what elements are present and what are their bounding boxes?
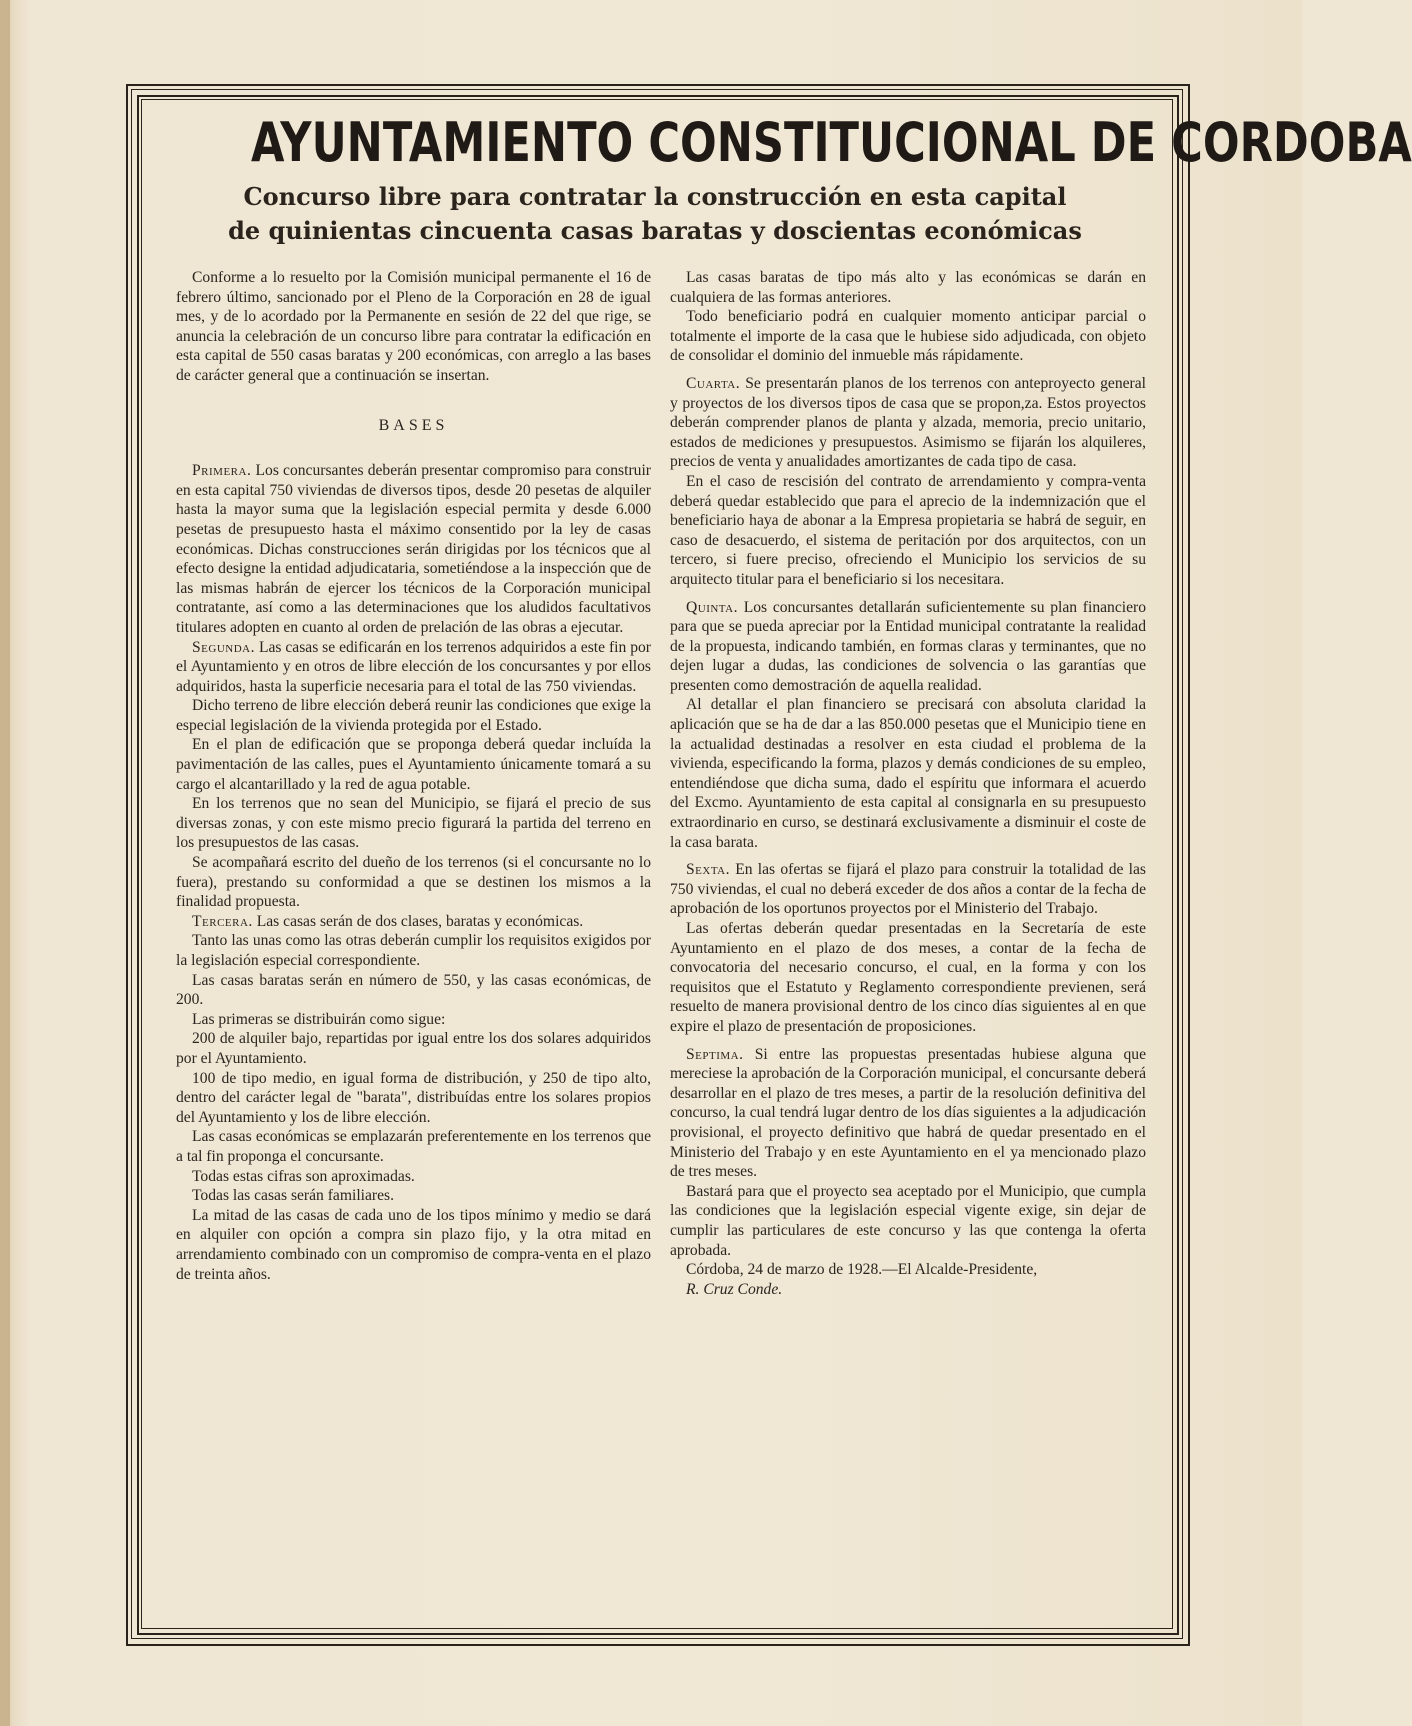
intro-paragraph: Conforme a lo resuelto por la Comisión municipal permanente el 16 de febrero último, sancionado por el Pleno de la Corporación en 28 de igual mes, y de lo acordado por la Permanente en sesión de 22 del que rige, se anuncia la celebración de un concurso libre para contratar la edificación en esta capital de 550 casas baratas y 200 económicas, con arreglo a las bases de carácter general que a continuación se insertan. [176, 269, 651, 384]
paragraph: 200 de alquiler bajo, repartidas por igual entre los dos solares adquiridos por el Ayuntamiento. [176, 1030, 651, 1067]
paragraph: Las casas baratas serán en número de 550, y las casas económicas, de 200. [176, 971, 651, 1009]
paragraph: En el plan de edificación que se proponga deberá quedar incluída la pavimentación de las calles, pues el Ayuntamiento únicamente tomará a su cargo el alcantarillado y la red de agua potable. [176, 736, 651, 793]
spacer [670, 590, 1146, 598]
base-label: Primera. [192, 462, 252, 480]
base-tercera [176, 912, 651, 932]
signature: R. Cruz Conde. [686, 1280, 783, 1298]
base-label: Septima. [686, 1045, 744, 1063]
paragraph: Dicho terreno de libre elección deberá reunir las condiciones que exige la especial legislación de la vivienda protegida por el Estado. [176, 697, 651, 734]
base-text: Los concursantes detallarán suficientemente su plan financiero para que se pueda apreciar por la Entidad municipal contratante la realidad de la propuesta, indicando también, en formas claras y terminantes, que no dejen lugar a dudas, las condiciones de solvencia o las garantías que presenten como demostración de aquella realidad. [670, 598, 1147, 694]
base-quinta [670, 598, 1146, 696]
base-text: Si entre las propuestas presentadas hubiese alguna que mereciese la aprobación de la Corporación municipal, el concursante deberá desarrollar en el plazo de tres meses, a partir de la resolución definitiva del concurso, la cual tendrá lugar dentro de los días siguientes a la adjudicación provisional, el proyecto definitivo que habrá de quedar presentado en el Ministerio del Trabajo y en este Ayuntamiento en el ya mencionado plazo de tres meses. [670, 1045, 1146, 1181]
base-text: Los concursantes deberán presentar compromiso para construir en esta capital 750 viviendas de diversos tipos, desde 20 pesetas de alquiler hasta la mayor suma que la legislación especial permita y desde 6.000 pesetas de presupuesto hasta el máximo consentido por la ley de casas económicas. Dichas construcciones serán dirigidas por los técnicos que al efecto designe la entidad adjudicataria, sometiéndose a la inspección que de las mismas habrán de ejercer los técnicos de la Corporación municipal contratante, así como a las determinaciones que los aludidos facultativos titulares adopten en cuanto al orden de prelación de las obras a ejecutar. [176, 462, 651, 636]
right-column [670, 268, 1146, 1299]
paragraph: Al detallar el plan financiero se precisará con absoluta claridad la aplicación que se ha de dar a las 850.000 pesetas que el Municipio tiene en la actualidad destinadas a resolver en esta ciudad el problema de la vivienda, especificando la forma, plazos y demás condiciones de su empleo, entendiéndose que dicha suma, dado el espíritu que informara el acuerdo del Excmo. Ayuntamiento de esta capital al consignarla en su presupuesto extraordinario en curso, se destinará exclusivamente a disminuir el coste de la casa barata. [670, 696, 1146, 851]
notice-subtitle-line1: Concurso libre para contratar la construcción en esta capital [243, 182, 1067, 211]
paragraph: La mitad de las casas de cada uno de los tipos mínimo y medio se dará en alquiler con opción a compra sin plazo fijo, y la otra mitad en arrendamiento combinado con un compromiso de compra-venta en el plazo de treinta años. [176, 1206, 651, 1283]
paragraph: Todas estas cifras son aproximadas. [192, 1167, 415, 1185]
base-label: Quinta. [686, 598, 738, 616]
left-column [176, 268, 651, 1284]
base-sexta [670, 860, 1146, 919]
base-label: Segunda. [192, 638, 256, 656]
spacer [670, 852, 1146, 860]
base-primera [176, 461, 651, 637]
paragraph: Las ofertas deberán quedar presentadas en la Secretaría de este Ayuntamiento en el plazo de dos meses, a contar de la fecha de convocatoria del necesario concurso, el cual, en la forma y con los requisitos que el Estatuto y Reglamento correspondiente previenen, será resuelto de manera provisional dentro de los cinco días siguientes al en que expire el plazo de presentación de proposiciones. [670, 920, 1146, 1035]
paragraph: Todo beneficiario podrá en cualquier momento anticipar parcial o totalmente el importe de la casa que le hubiese sido adjudicada, con objeto de consolidar el dominio del inmueble más rápidamente. [670, 308, 1146, 365]
paragraph: Bastará para que el proyecto sea aceptado por el Municipio, que cumpla las condiciones que la legislación especial vigente exige, sin dejar de cumplir las particulares de este concurso y las que contenga la oferta aprobada. [670, 1182, 1146, 1259]
paragraph: Las casas económicas se emplazarán preferentemente en los terrenos que a tal fin proponga el concursante. [176, 1128, 651, 1165]
spacer [670, 1037, 1146, 1045]
paragraph: En los terrenos que no sean del Municipio, se fijará el precio de sus diversas zonas, y con este mismo precio figurará la partida del terreno en los presupuestos de las casas. [176, 795, 651, 852]
base-septima [670, 1045, 1146, 1182]
paragraph: En el caso de rescisión del contrato de arrendamiento y compra-venta deberá quedar establecido que para el aprecio de la indemnización que el beneficiario haya de abonar a la Empresa propietaria se habrá de seguir, en caso de desacuerdo, el sistema de peritación por dos arquitectos, con un tercero, si fuere preciso, ofreciendo el Municipio los servicios de su arquitecto titular para el beneficiario si los necesitara. [670, 472, 1146, 588]
paragraph: Se acompañará escrito del dueño de los terrenos (si el concursante no lo fuera), prestando su conformidad a que se destinen los mismos a la finalidad propuesta. [176, 854, 651, 911]
base-cuarta [670, 374, 1146, 472]
bases-heading: BASES [378, 416, 449, 434]
paragraph: Las casas baratas de tipo más alto y las económicas se darán en cualquiera de las formas anteriores. [670, 269, 1146, 306]
paragraph: 100 de tipo medio, en igual forma de distribución, y 250 de tipo alto, dentro del carácter legal de "barata", distribuídas entre los solares propios del Ayuntamiento y los de libre elección. [176, 1069, 651, 1126]
base-label: Sexta. [686, 861, 731, 879]
page-gutter [0, 0, 10, 1726]
notice-title: AYUNTAMIENTO CONSTITUCIONAL DE CORDOBA [251, 111, 1412, 174]
closing-line: Córdoba, 24 de marzo de 1928.—El Alcalde-Presidente, [686, 1261, 1038, 1279]
base-text: Se presentarán planos de los terrenos con anteproyecto general y proyectos de los diversos tipos de casa que se propon,za. Estos proyectos deberán comprender planos de planta y alzada, memoria, precio unitario, estados de mediciones y presupuestos. Asimismo se fijarán los alquileres, precios de venta y anualidades amortizantes de cada tipo de casa. [670, 374, 1147, 471]
base-text: Las casas se edificarán en los terrenos adquiridos a este fin por el Ayuntamiento y en otros de libre elección de los concursantes y por ellos adquiridos, hasta la superficie necesaria para el total de las 750 viviendas. [176, 638, 651, 695]
paragraph: Las primeras se distribuirán como sigue: [192, 1010, 446, 1028]
base-segunda [176, 638, 651, 697]
notice-subtitle-line2: de quinientas cincuenta casas baratas y doscientas económicas [228, 216, 1082, 245]
base-text: Las casas serán de dos clases, baratas y económicas. [256, 912, 584, 930]
spacer [670, 366, 1146, 374]
base-text: En las ofertas se fijará el plazo para construir la totalidad de las 750 viviendas, el cual no deberá exceder de dos años a contar de la fecha de aprobación de los oportunos proyectos por el Ministerio del Trabajo. [670, 861, 1146, 918]
base-label: Cuarta. [686, 374, 741, 392]
base-label: Tercera. [192, 912, 253, 930]
paragraph: Tanto las unas como las otras deberán cumplir los requisitos exigidos por la legislación especial correspondiente. [176, 932, 651, 969]
paragraph: Todas las casas serán familiares. [192, 1187, 394, 1205]
